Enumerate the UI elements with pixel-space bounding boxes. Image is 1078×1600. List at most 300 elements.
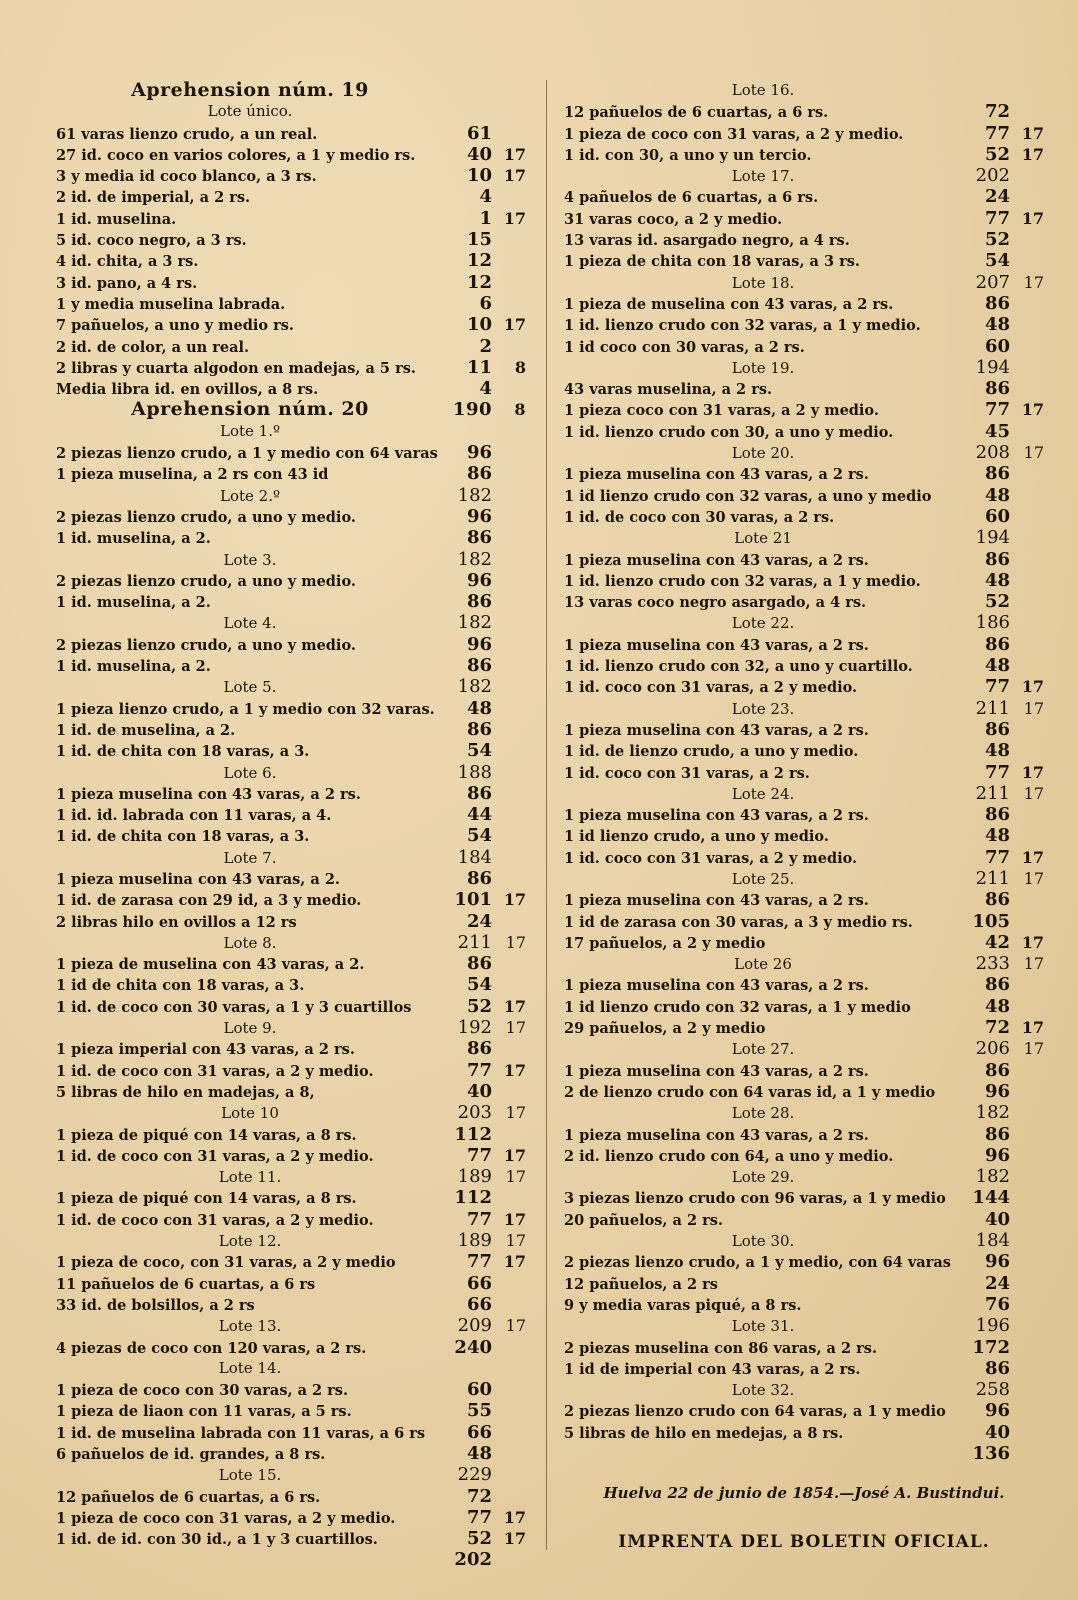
list-item xyxy=(56,1443,526,1464)
item-description: 12 pañuelos, a 2 rs xyxy=(564,1275,718,1293)
list-item xyxy=(564,804,1044,825)
list-item xyxy=(56,1422,526,1443)
lot-heading xyxy=(56,101,526,122)
list-item xyxy=(564,293,1044,314)
list-item xyxy=(56,1145,526,1166)
lot-heading xyxy=(564,80,1044,101)
item-description: 1 pieza de muselina con 43 varas, a 2 rs. xyxy=(564,295,894,313)
amount-reales: 86 xyxy=(984,548,1010,570)
item-description: 1 id. de zarasa con 29 id, a 3 y medio. xyxy=(56,892,362,910)
lot-heading xyxy=(56,1017,526,1038)
item-description: 1 pieza de coco con 31 varas, a 2 y medio. xyxy=(564,125,904,143)
list-item xyxy=(564,719,1044,740)
item-description: Lote 9. xyxy=(223,1019,277,1038)
item-description: Lote 31. xyxy=(731,1317,795,1336)
list-item xyxy=(56,186,526,207)
list-item xyxy=(564,421,1044,442)
item-description: Lote 29. xyxy=(731,1168,795,1187)
item-description: 5 id. coco negro, a 3 rs. xyxy=(56,232,247,250)
item-description: Aprehension núm. 20 xyxy=(131,399,369,421)
amount-reales: 189 xyxy=(457,1166,492,1188)
amount-reales: 4 xyxy=(479,378,492,400)
item-description: 1 id. coco con 31 varas, a 2 rs. xyxy=(564,764,810,782)
lot-heading xyxy=(564,1102,1044,1123)
amount-maravedis: 17 xyxy=(503,1209,526,1229)
amount-reales: 44 xyxy=(466,804,492,826)
item-description: 1 id. de muselina labrada con 11 varas, a 6 rs xyxy=(56,1424,426,1442)
list-item xyxy=(564,549,1044,570)
amount-reales: 72 xyxy=(984,101,1010,123)
amount-reales: 48 xyxy=(984,569,1010,591)
amount-reales: 52 xyxy=(984,229,1010,251)
list-item xyxy=(56,698,526,719)
amount-reales: 86 xyxy=(466,527,492,549)
list-item xyxy=(56,1294,526,1315)
amount-reales: 24 xyxy=(466,910,492,932)
item-description: 1 pieza muselina con 43 varas, a 2. xyxy=(56,870,340,888)
list-item xyxy=(564,762,1044,783)
amount-reales: 101 xyxy=(454,889,492,911)
amount-reales: 86 xyxy=(466,718,492,740)
amount-maravedis: 17 xyxy=(1021,677,1044,697)
item-description: Lote 15. xyxy=(218,1466,282,1485)
amount-reales: 182 xyxy=(457,612,492,634)
lot-heading xyxy=(56,1358,526,1379)
item-description: 5 libras de hilo en madejas, a 8, xyxy=(56,1083,315,1101)
item-description: Lote 18. xyxy=(731,273,795,292)
item-description: Lote 13. xyxy=(218,1317,282,1336)
item-description: 1 id de imperial con 43 varas, a 2 rs. xyxy=(564,1360,861,1378)
amount-reales: 202 xyxy=(454,1549,492,1571)
amount-reales: 96 xyxy=(466,569,492,591)
item-description: 1 pieza de chita con 18 varas, a 3 rs. xyxy=(564,253,860,271)
item-description: Lote 10 xyxy=(221,1104,279,1123)
seizure-heading xyxy=(56,80,526,101)
item-description: 33 id. de bolsillos, a 2 rs xyxy=(56,1296,255,1314)
amount-reales: 10 xyxy=(466,314,492,336)
list-item xyxy=(56,229,526,250)
list-item xyxy=(56,527,526,548)
amount-reales: 12 xyxy=(466,250,492,272)
amount-reales: 188 xyxy=(457,761,492,783)
item-description: 1 pieza muselina con 43 varas, a 2 rs. xyxy=(564,551,869,569)
item-description: 1 pieza muselina con 43 varas, a 2 rs. xyxy=(564,466,869,484)
amount-reales: 240 xyxy=(454,1336,492,1358)
item-description: 6 pañuelos de id. grandes, a 8 rs. xyxy=(56,1446,326,1463)
list-item xyxy=(56,974,526,995)
amount-reales: 182 xyxy=(457,676,492,698)
amount-reales: 206 xyxy=(975,1038,1010,1060)
amount-reales: 96 xyxy=(984,1251,1010,1273)
lot-heading xyxy=(564,272,1044,293)
seizure-heading xyxy=(56,399,526,420)
amount-reales: 2 xyxy=(479,335,492,357)
signature-line: Huelva 22 de junio de 1854.—José A. Bustindui. xyxy=(603,1484,1005,1503)
list-item xyxy=(56,314,526,335)
item-description: 13 varas id. asargado negro, a 4 rs. xyxy=(564,232,850,250)
amount-reales: 209 xyxy=(457,1315,492,1337)
item-description: 1 id. lienzo crudo con 32 varas, a 1 y medio. xyxy=(564,317,921,335)
amount-reales: 211 xyxy=(457,931,492,953)
item-description: Lote 3. xyxy=(223,550,277,569)
list-item xyxy=(564,1273,1044,1294)
list-item xyxy=(564,1124,1044,1145)
amount-reales: 11 xyxy=(466,356,492,378)
item-description: Lote 24. xyxy=(731,784,795,803)
list-item xyxy=(564,1251,1044,1272)
item-description: 1 id. de coco con 31 varas, a 2 y medio. xyxy=(56,1062,374,1080)
amount-reales: 52 xyxy=(466,995,492,1017)
item-description: 2 libras y cuarta algodon en madejas, a 5 rs. xyxy=(56,359,416,377)
amount-reales: 86 xyxy=(984,1357,1010,1379)
amount-maravedis: 17 xyxy=(505,1103,526,1123)
list-item xyxy=(56,1379,526,1400)
amount-reales: 77 xyxy=(984,676,1010,698)
list-item xyxy=(56,506,526,527)
list-item xyxy=(56,1251,526,1272)
amount-reales: 211 xyxy=(975,782,1010,804)
amount-reales: 233 xyxy=(975,953,1010,975)
total-row xyxy=(564,1443,1044,1464)
amount-maravedis: 17 xyxy=(503,1145,526,1165)
item-description: Lote 6. xyxy=(223,763,277,782)
amount-reales: 211 xyxy=(975,697,1010,719)
amount-reales: 24 xyxy=(984,186,1010,208)
amount-reales: 77 xyxy=(984,399,1010,421)
amount-reales: 182 xyxy=(457,484,492,506)
list-item xyxy=(56,378,526,399)
amount-maravedis: 17 xyxy=(1023,443,1044,463)
list-item xyxy=(564,123,1044,144)
item-description: 1 pieza imperial con 43 varas, a 2 rs. xyxy=(56,1041,355,1059)
amount-maravedis: 17 xyxy=(1023,868,1044,888)
amount-reales: 45 xyxy=(984,420,1010,442)
amount-reales: 86 xyxy=(984,804,1010,826)
list-item xyxy=(56,740,526,761)
list-item xyxy=(56,591,526,612)
amount-reales: 60 xyxy=(984,335,1010,357)
list-item xyxy=(564,932,1044,953)
amount-maravedis: 17 xyxy=(505,1316,526,1336)
item-description: 2 piezas lienzo crudo, a uno y medio. xyxy=(56,636,356,654)
amount-maravedis: 17 xyxy=(1021,208,1044,228)
item-description: 27 id. coco en varios colores, a 1 y medio rs. xyxy=(56,146,416,164)
lot-heading xyxy=(56,762,526,783)
list-item xyxy=(564,1209,1044,1230)
amount-maravedis: 17 xyxy=(505,1018,526,1038)
amount-reales: 86 xyxy=(984,718,1010,740)
amount-reales: 77 xyxy=(984,761,1010,783)
amount-maravedis: 17 xyxy=(1021,1018,1044,1038)
list-item xyxy=(564,1145,1044,1166)
item-description: 1 pieza coco con 31 varas, a 2 y medio. xyxy=(564,402,879,420)
amount-reales: 66 xyxy=(466,1293,492,1315)
item-description: 1 pieza de coco con 30 varas, a 2 rs. xyxy=(56,1382,349,1400)
document-page xyxy=(56,80,1046,1580)
item-description: Lote 19. xyxy=(731,358,795,377)
list-item xyxy=(564,378,1044,399)
list-item xyxy=(564,1358,1044,1379)
lot-heading xyxy=(56,676,526,697)
amount-reales: 194 xyxy=(975,527,1010,549)
amount-reales: 77 xyxy=(466,1144,492,1166)
lot-heading xyxy=(564,1038,1044,1059)
list-item xyxy=(56,1081,526,1102)
item-description: 43 varas muselina, a 2 rs. xyxy=(564,381,773,399)
list-item xyxy=(564,655,1044,676)
list-item xyxy=(56,1528,526,1549)
list-item xyxy=(564,399,1044,420)
item-description: Lote 2.º xyxy=(219,486,281,505)
list-item xyxy=(564,1060,1044,1081)
lot-heading xyxy=(56,1230,526,1251)
item-description: 12 pañuelos de 6 cuartas, a 6 rs. xyxy=(564,104,829,122)
item-description: 1 pieza lienzo crudo, a 1 y medio con 32 varas. xyxy=(56,700,435,718)
amount-reales: 77 xyxy=(466,1059,492,1081)
list-item xyxy=(564,463,1044,484)
item-description: 61 varas lienzo crudo, a un real. xyxy=(56,125,318,143)
item-description: 4 piezas de coco con 120 varas, a 2 rs. xyxy=(56,1339,367,1357)
item-description: 1 pieza muselina con 43 varas, a 2 rs. xyxy=(564,721,869,739)
amount-reales: 72 xyxy=(984,1017,1010,1039)
list-item xyxy=(564,1187,1044,1208)
amount-reales: 86 xyxy=(984,889,1010,911)
item-description: Lote 21 xyxy=(734,529,792,548)
list-item xyxy=(564,889,1044,910)
list-item xyxy=(56,272,526,293)
amount-reales: 86 xyxy=(466,953,492,975)
amount-reales: 96 xyxy=(984,1400,1010,1422)
amount-maravedis: 17 xyxy=(503,1252,526,1272)
lot-heading xyxy=(56,1166,526,1187)
list-item xyxy=(564,250,1044,271)
list-item xyxy=(56,250,526,271)
amount-reales: 54 xyxy=(466,740,492,762)
list-item xyxy=(56,996,526,1017)
item-description: Lote 22. xyxy=(731,614,795,633)
amount-reales: 96 xyxy=(984,1080,1010,1102)
item-description: 1 id. muselina, a 2. xyxy=(56,658,211,676)
amount-reales: 86 xyxy=(466,591,492,613)
item-description: 9 y media varas piqué, a 8 rs. xyxy=(564,1296,802,1314)
item-description: 20 pañuelos, a 2 rs. xyxy=(564,1211,723,1229)
amount-reales: 86 xyxy=(984,1123,1010,1145)
amount-maravedis: 17 xyxy=(1021,762,1044,782)
amount-maravedis: 17 xyxy=(1023,783,1044,803)
amount-reales: 196 xyxy=(975,1315,1010,1337)
list-item xyxy=(564,208,1044,229)
item-description: Lote 26 xyxy=(734,955,792,974)
item-description: 1 id. de coco con 31 varas, a 2 y medio. xyxy=(56,1147,374,1165)
amount-reales: 54 xyxy=(466,825,492,847)
list-item xyxy=(56,1209,526,1230)
item-description: 1 id. muselina. xyxy=(56,210,177,228)
list-item xyxy=(564,1081,1044,1102)
amount-reales: 48 xyxy=(984,484,1010,506)
amount-reales: 211 xyxy=(975,867,1010,889)
amount-reales: 48 xyxy=(466,697,492,719)
amount-reales: 86 xyxy=(466,867,492,889)
lot-heading xyxy=(56,1102,526,1123)
list-item xyxy=(56,1486,526,1507)
amount-reales: 207 xyxy=(975,271,1010,293)
amount-reales: 184 xyxy=(975,1230,1010,1252)
column-divider xyxy=(546,80,547,1550)
list-item xyxy=(56,911,526,932)
amount-maravedis: 17 xyxy=(503,144,526,164)
list-item xyxy=(56,1060,526,1081)
item-description: 1 id. de chita con 18 varas, a 3. xyxy=(56,828,310,846)
amount-reales: 4 xyxy=(479,186,492,208)
list-item xyxy=(56,293,526,314)
amount-reales: 66 xyxy=(466,1272,492,1294)
item-description: 1 id coco con 30 varas, a 2 rs. xyxy=(564,338,805,356)
amount-reales: 48 xyxy=(984,314,1010,336)
amount-reales: 86 xyxy=(466,782,492,804)
list-item xyxy=(564,591,1044,612)
amount-maravedis: 8 xyxy=(514,400,526,420)
list-item xyxy=(56,889,526,910)
amount-maravedis: 17 xyxy=(503,1529,526,1549)
item-description: 2 piezas lienzo crudo, a 1 y medio con 64 varas xyxy=(56,445,438,463)
item-description: 1 pieza de coco, con 31 varas, a 2 y medio xyxy=(56,1254,396,1272)
lot-heading xyxy=(564,783,1044,804)
item-description: Lote 17. xyxy=(731,167,795,186)
lot-heading xyxy=(564,1166,1044,1187)
list-item xyxy=(564,676,1044,697)
list-item xyxy=(56,1124,526,1145)
amount-reales: 48 xyxy=(984,740,1010,762)
list-item xyxy=(564,1294,1044,1315)
lot-heading xyxy=(564,1230,1044,1251)
item-description: Lote 25. xyxy=(731,869,795,888)
item-description: Lote 28. xyxy=(731,1104,795,1123)
item-description: Aprehension núm. 19 xyxy=(131,80,369,101)
amount-maravedis: 17 xyxy=(1021,123,1044,143)
item-description: 13 varas coco negro asargado, a 4 rs. xyxy=(564,594,867,612)
lot-heading xyxy=(56,421,526,442)
right-column xyxy=(564,80,1044,1552)
lot-heading xyxy=(56,1315,526,1336)
lot-heading xyxy=(564,1379,1044,1400)
amount-reales: 182 xyxy=(975,1166,1010,1188)
item-description: 1 id. de muselina, a 2. xyxy=(56,721,236,739)
list-item xyxy=(564,506,1044,527)
item-description: 2 piezas lienzo crudo, a uno y medio. xyxy=(56,572,356,590)
total-row xyxy=(56,1549,526,1570)
item-description: 11 pañuelos de 6 cuartas, a 6 rs xyxy=(56,1275,316,1293)
amount-reales: 15 xyxy=(466,229,492,251)
list-item xyxy=(56,868,526,889)
amount-maravedis: 17 xyxy=(503,1060,526,1080)
list-item xyxy=(564,634,1044,655)
item-description: 1 id. muselina, a 2. xyxy=(56,530,211,548)
list-item xyxy=(564,740,1044,761)
item-description: 3 id. pano, a 4 rs. xyxy=(56,274,198,292)
list-item xyxy=(564,996,1044,1017)
amount-maravedis: 17 xyxy=(503,315,526,335)
amount-reales: 77 xyxy=(466,1506,492,1528)
amount-reales: 77 xyxy=(466,1251,492,1273)
list-item xyxy=(56,570,526,591)
item-description: 2 id. de color, a un real. xyxy=(56,338,250,356)
item-description: 1 id de zarasa con 30 varas, a 3 y medio rs. xyxy=(564,913,913,931)
amount-reales: 77 xyxy=(984,122,1010,144)
lot-heading xyxy=(564,527,1044,548)
amount-reales: 86 xyxy=(984,633,1010,655)
item-description: 1 id. de coco con 31 varas, a 2 y medio. xyxy=(56,1211,374,1229)
amount-reales: 229 xyxy=(457,1464,492,1486)
amount-reales: 40 xyxy=(466,1080,492,1102)
left-column xyxy=(56,80,526,1571)
list-item xyxy=(56,165,526,186)
item-description: 1 pieza de coco con 31 varas, a 2 y medio. xyxy=(56,1509,396,1527)
list-item xyxy=(564,144,1044,165)
amount-reales: 86 xyxy=(984,1059,1010,1081)
item-description: 1 id. de id. con 30 id., a 1 y 3 cuartillos. xyxy=(56,1531,378,1549)
item-description: 1 pieza muselina con 43 varas, a 2 rs. xyxy=(56,785,361,803)
lot-heading xyxy=(56,1464,526,1485)
list-item xyxy=(56,1038,526,1059)
item-description: Lote 23. xyxy=(731,699,795,718)
list-item xyxy=(56,719,526,740)
list-item xyxy=(564,186,1044,207)
item-description: 1 id. de coco con 30 varas, a 2 rs. xyxy=(564,508,835,526)
item-description: 17 pañuelos, a 2 y medio xyxy=(564,934,766,952)
amount-reales: 40 xyxy=(466,143,492,165)
item-description: 2 de lienzo crudo con 64 varas id, a 1 y medio xyxy=(564,1083,936,1101)
item-description: Lote 30. xyxy=(731,1232,795,1251)
item-description: 2 piezas muselina con 86 varas, a 2 rs. xyxy=(564,1339,877,1357)
list-item xyxy=(564,974,1044,995)
item-description: 2 id. lienzo crudo con 64, a uno y medio. xyxy=(564,1147,894,1165)
amount-reales: 10 xyxy=(466,165,492,187)
amount-reales: 96 xyxy=(984,1144,1010,1166)
lot-heading xyxy=(564,165,1044,186)
list-item xyxy=(564,314,1044,335)
amount-reales: 72 xyxy=(466,1485,492,1507)
list-item xyxy=(56,634,526,655)
item-description: 3 piezas lienzo crudo con 96 varas, a 1 y medio xyxy=(564,1190,946,1208)
amount-reales: 208 xyxy=(975,442,1010,464)
item-description: Lote 11. xyxy=(218,1168,282,1187)
list-item xyxy=(564,847,1044,868)
item-description: 1 id. id. labrada con 11 varas, a 4. xyxy=(56,807,332,825)
list-item xyxy=(56,1273,526,1294)
item-description: 5 libras de hilo en medejas, a 8 rs. xyxy=(564,1424,844,1442)
amount-reales: 194 xyxy=(975,356,1010,378)
list-item xyxy=(564,825,1044,846)
list-item xyxy=(56,1400,526,1421)
amount-reales: 184 xyxy=(457,846,492,868)
amount-reales: 86 xyxy=(466,463,492,485)
item-description: 1 pieza de liaon con 11 varas, a 5 rs. xyxy=(56,1403,352,1421)
item-description: 1 id lienzo crudo, a uno y medio. xyxy=(564,828,829,846)
lot-heading xyxy=(56,612,526,633)
amount-reales: 40 xyxy=(984,1208,1010,1230)
amount-reales: 42 xyxy=(984,931,1010,953)
amount-reales: 1 xyxy=(479,207,492,229)
lot-heading xyxy=(564,357,1044,378)
item-description: 1 id. de lienzo crudo, a uno y medio. xyxy=(564,743,859,761)
amount-maravedis: 17 xyxy=(1021,400,1044,420)
amount-reales: 61 xyxy=(466,122,492,144)
amount-reales: 52 xyxy=(984,143,1010,165)
amount-reales: 86 xyxy=(984,292,1010,314)
item-description: 1 pieza de muselina con 43 varas, a 2. xyxy=(56,956,365,974)
item-description: 1 id. coco con 31 varas, a 2 y medio. xyxy=(564,679,858,697)
item-description: 2 piezas lienzo crudo, a 1 y medio, con 64 varas xyxy=(564,1254,951,1272)
